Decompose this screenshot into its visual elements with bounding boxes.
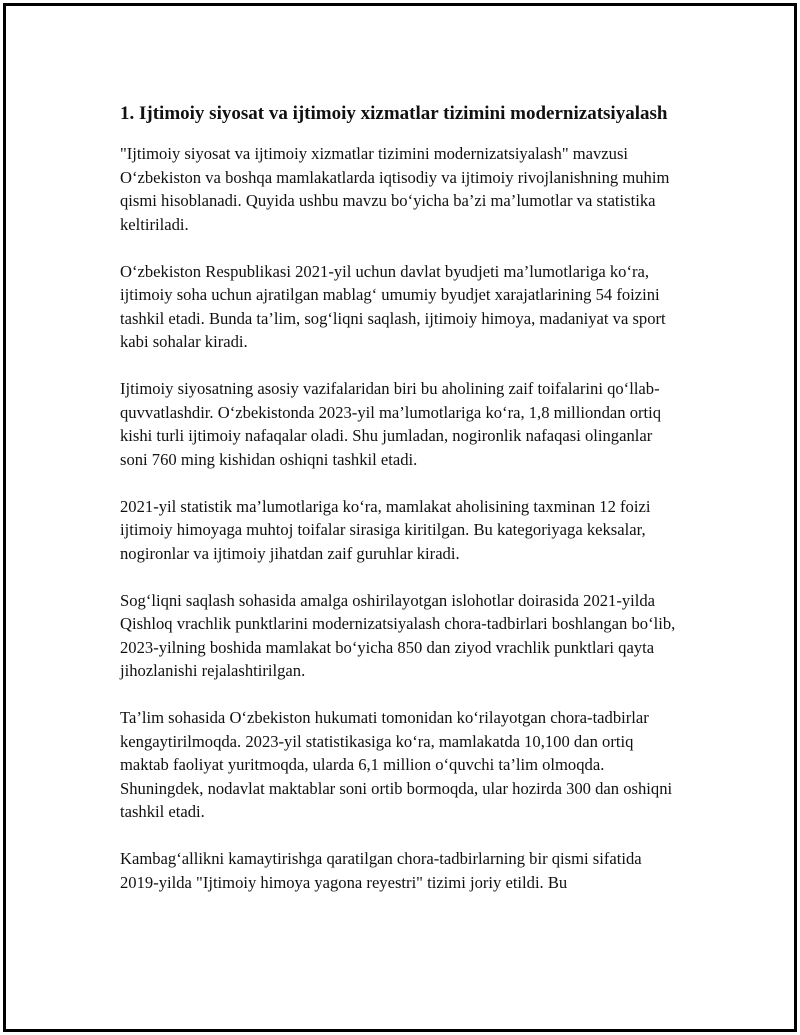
paragraph-intro: "Ijtimoiy siyosat va ijtimoiy xizmatlar tizimini modernizatsiyalash" mavzusi O‘zbekiston va boshqa mamlakatlarda iqtisodiy va ijtimoiy rivojlanishning muhim qismi hisoblanadi. Quyida ushbu mavzu bo‘yicha ba’zi ma’lumotlar va statistika keltiriladi. — [120, 144, 670, 234]
paragraph-social-protection-stats: 2021-yil statistik ma’lumotlariga ko‘ra, mamlakat aholisining taxminan 12 foizi ijtimoiy himoyaga muhtoj toifalar sirasiga kiritilgan. Bu kategoriyaga keksalar, nogironlar va ijtimoiy jihatdan zaif guruhlar kiradi. — [120, 496, 651, 563]
paragraph-education: Ta’lim sohasida O‘zbekiston hukumati tomonidan ko‘rilayotgan chora-tadbirlar kengaytirilmoqda. 2023-yil statistikasiga ko‘ra, mamlakatda 10,100 dan ortiq maktab faoliyat yuritmoqda, ularda 6,1 million o‘quvchi ta’lim olmoqda. Shuningdek, nodavlat maktablar soni ortib bormoqda, ular hozirda 300 dan oshiqni tashkil etadi. — [120, 708, 673, 821]
page-frame — [3, 3, 797, 1032]
paragraph-poverty-reduction: Kambag‘allikni kamaytirishga qaratilgan chora-tadbirlarning bir qismi sifatida 2019-yilda "Ijtimoiy himoya yagona reyestri" tizimi joriy etildi. Bu — [120, 849, 642, 892]
paragraph-budget: O‘zbekiston Respublikasi 2021-yil uchun davlat byudjeti ma’lumotlariga ko‘ra, ijtimoiy soha uchun ajratilgan mablag‘ umumiy byudjet xarajatlarining 54 foizini tashkil etadi. Bunda ta’lim, sog‘liqni saqlash, ijtimoiy himoya, madaniyat va sport kabi sohalar kiradi. — [120, 261, 666, 351]
paragraph-healthcare: Sog‘liqni saqlash sohasida amalga oshirilayotgan islohotlar doirasida 2021-yilda Qishloq vrachlik punktlarini modernizatsiyalash chora-tadbirlari boshlangan bo‘lib, 2023-yilning boshida mamlakat bo‘yicha 850 dan ziyod vrachlik punktlari qayta jihozlanishi rejalashtirilgan. — [120, 590, 676, 680]
section-heading: 1. Ijtimoiy siyosat va ijtimoiy xizmatlar tizimini modernizatsiyalash — [120, 103, 668, 124]
paragraph-vulnerable-groups: Ijtimoiy siyosatning asosiy vazifalaridan biri bu aholining zaif toifalarini qo‘llab-quvvatlashdir. O‘zbekistonda 2023-yil ma’lumotlariga ko‘ra, 1,8 milliondan ortiq kishi turli ijtimoiy nafaqalar oladi. Shu jumladan, nogironlik nafaqasi olinganlar soni 760 ming kishidan oshiqni tashkil etadi. — [120, 379, 662, 469]
document-body — [120, 99, 682, 918]
